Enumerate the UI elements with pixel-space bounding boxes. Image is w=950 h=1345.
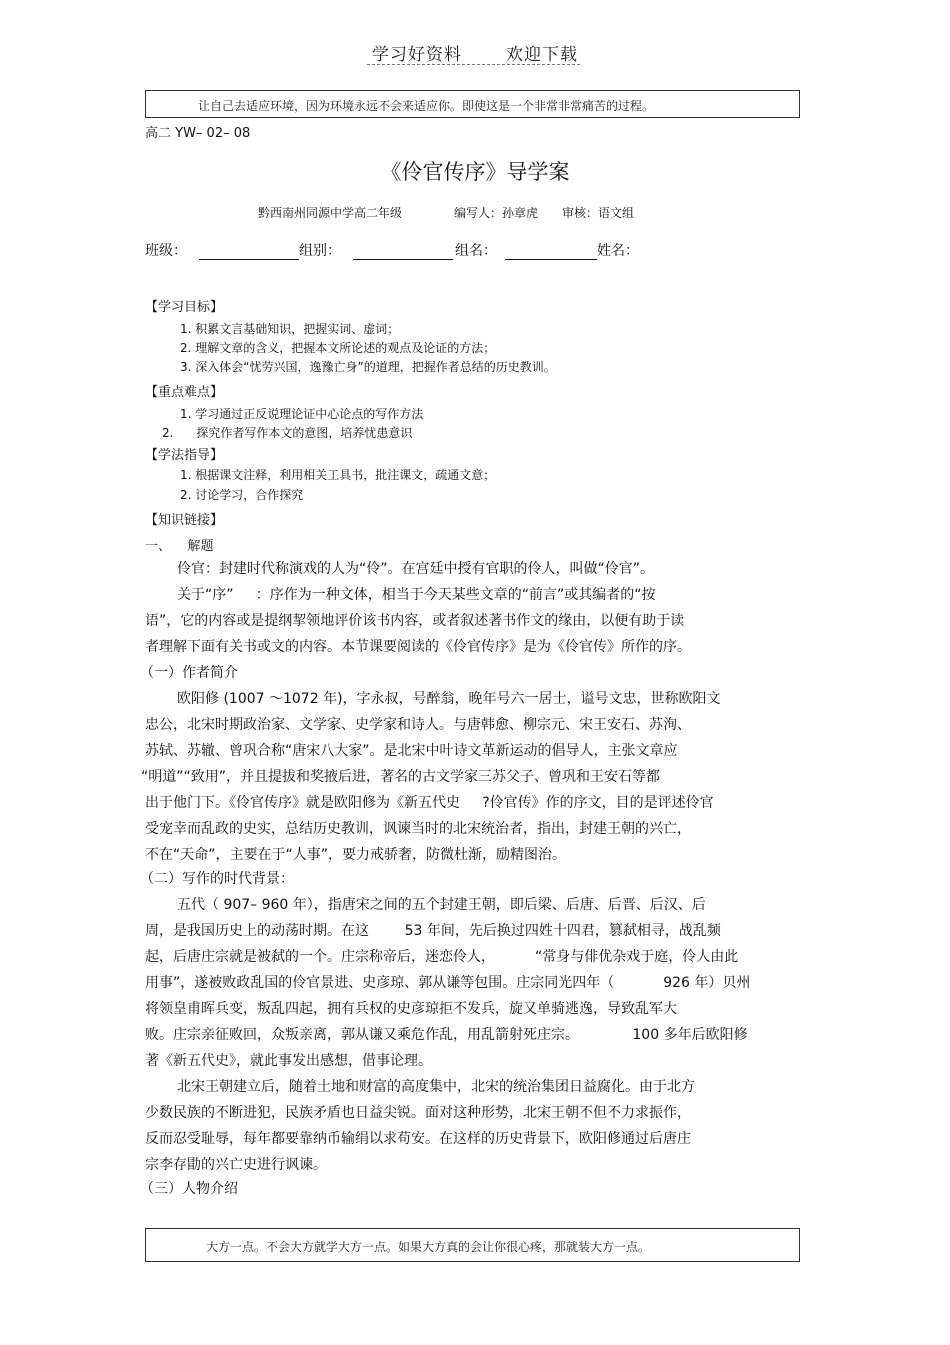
team-blank[interactable] <box>353 243 453 260</box>
document-meta <box>258 204 634 221</box>
focus-item: 2. 探究作者写作本文的意图，培养忧患意识 <box>162 426 413 440</box>
goals-heading: 【学习目标】 <box>145 300 224 315</box>
subsection-heading: （二）写作的时代背景： <box>140 871 294 887</box>
body-line: “明道”“致用”，并且提拔和奖掖后进，著名的古文学家三苏父子、曾巩和王安石等都 <box>141 769 661 785</box>
group-name-label: 组名： <box>455 243 497 259</box>
method-item: 1. 根据课文注释，利用相关工具书，批注课文，疏通文意； <box>180 468 496 482</box>
body-line: 伶官：封建时代称演戏的人为“伶”。在宫廷中授有官职的伶人，叫做“伶官”。 <box>177 561 655 577</box>
body-line: 出于他门下。《伶官传序》就是欧阳修为《新五代史 ?伶官传》作的序文，目的是评述伶官 <box>145 795 714 811</box>
body-line: 周，是我国历史上的动荡时期。在这 53 年间，先后换过四姓十四君，篡弑相寻，战乱频 <box>145 923 721 939</box>
body-line: 反而忍受耻辱，每年都要靠纳币输绢以求苟安。在这样的历史背景下，欧阳修通过后唐庄 <box>145 1131 691 1147</box>
student-info-fields <box>145 240 639 260</box>
team-label: 组别： <box>299 243 341 259</box>
body-line: 受宠幸而乱政的史实，总结历史教训，讽谏当时的北宋统治者，指出，封建王朝的兴亡， <box>145 821 691 837</box>
meta-reviewer: 审核：语文组 <box>562 206 635 220</box>
header-right-text: 欢迎下载 <box>506 45 578 65</box>
body-line: 少数民族的不断进犯，民族矛盾也日益尖锐。面对这种形势，北宋王朝不但不力求振作， <box>145 1105 691 1121</box>
header-dashed-rule <box>367 64 580 65</box>
goal-item: 2. 理解文章的含义，把握本文所论述的观点及论证的方法； <box>180 341 496 355</box>
name-label: 姓名： <box>597 243 639 259</box>
body-line: 宗李存勖的兴亡史进行讽谏。 <box>145 1157 327 1173</box>
body-line: 将领皇甫晖兵变，叛乱四起，拥有兵权的史彦琼拒不发兵，旋又单骑逃逸，导致乱军大 <box>145 1001 677 1017</box>
body-line: 欧阳修 (1007 ～1072 年)，字永叔，号醉翁，晚年号六一居士，谥号文忠，世称欧阳文 <box>177 691 721 707</box>
class-label: 班级： <box>145 243 187 259</box>
body-line: 败。庄宗亲征败回，众叛亲离，郭从谦又乘危作乱，用乱箭射死庄宗。 100 多年后欧阳修 <box>145 1027 748 1043</box>
goal-item: 3. 深入体会“忧劳兴国，逸豫亡身”的道理，把握作者总结的历史教训。 <box>180 360 556 374</box>
class-blank[interactable] <box>199 243 299 260</box>
document-code: 高二 YW– 02– 08 <box>145 126 251 141</box>
body-line: 苏轼、苏辙、曾巩合称“唐宋八大家”。是北宋中叶诗文革新运动的倡导人，主张文章应 <box>145 743 678 759</box>
meta-author: 编写人：孙章虎 <box>454 206 539 220</box>
focus-heading: 【重点难点】 <box>145 385 224 400</box>
body-line: 不在“天命”，主要在于“人事”，要力戒骄奢，防微杜渐，励精图治。 <box>145 847 567 863</box>
body-line: 北宋王朝建立后，随着土地和财富的高度集中，北宋的统治集团日益腐化。由于北方 <box>177 1079 695 1095</box>
bottom-quote-text: 大方一点。不会大方就学大方一点。如果大方真的会让你很心疼，那就装大方一点。 <box>206 1240 651 1254</box>
method-item: 2. 讨论学习，合作探究 <box>180 488 304 502</box>
focus-item: 1. 学习通过正反说理论证中心论点的写作方法 <box>180 407 424 421</box>
header-left-text: 学习好资料 <box>372 45 462 65</box>
document-title: 《伶官传序》导学案 <box>380 160 570 184</box>
top-quote-box <box>145 90 800 118</box>
body-line: 著《新五代史》，就此事发出感想，借事论理。 <box>145 1053 432 1069</box>
body-line: 语”，它的内容或是提纲挈领地评价该书内容，或者叙述著书作文的缘由，以便有助于读 <box>145 613 685 629</box>
bottom-quote-box <box>145 1228 800 1262</box>
top-quote-text: 让自己去适应环境，因为环境永远不会来适应你。即使这是一个非常非常痛苦的过程。 <box>198 99 655 113</box>
goal-item: 1. 积累文言基础知识，把握实词、虚词； <box>180 322 400 336</box>
body-line: 用事”，遂被败政乱国的伶官景进、史彦琼、郭从谦等包围。庄宗同光四年（ 926 年）贝州 <box>145 975 751 991</box>
group-name-blank[interactable] <box>505 243 597 260</box>
page-header <box>0 40 950 65</box>
method-heading: 【学法指导】 <box>145 448 224 463</box>
knowledge-heading: 【知识链接】 <box>145 513 224 528</box>
meta-school: 黔西南州同源中学高二年级 <box>258 206 403 220</box>
body-line: 者理解下面有关书或文的内容。本节课要阅读的《伶官传序》是为《伶官传》所作的序。 <box>145 639 691 655</box>
body-line: 关于“序” ：序作为一种文体，相当于今天某些文章的“前言”或其编者的“按 <box>177 587 656 603</box>
body-line: 起，后唐庄宗就是被弑的一个。庄宗称帝后，迷恋伶人， “常身与俳优杂戏于庭，伶人由此 <box>145 949 739 965</box>
body-line: 忠公，北宋时期政治家、文学家、史学家和诗人。与唐韩愈、柳宗元、宋王安石、苏洵、 <box>145 717 691 733</box>
body-line: 五代（ 907– 960 年），指唐宋之间的五个封建王朝，即后梁、后唐、后晋、后汉、后 <box>177 897 706 913</box>
subsection-heading: （三）人物介绍 <box>140 1181 238 1197</box>
part1-heading: 一、 解题 <box>145 539 214 554</box>
subsection-heading: （一）作者简介 <box>140 665 238 681</box>
